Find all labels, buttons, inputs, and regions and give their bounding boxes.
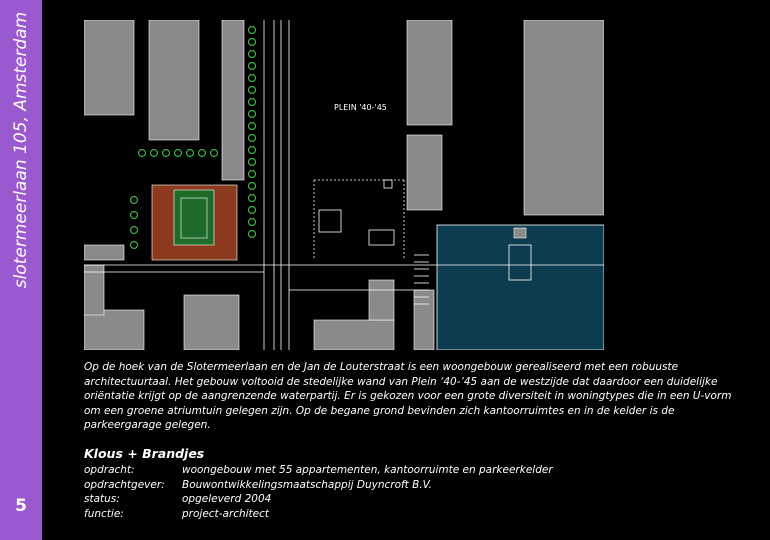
credit-value: opgeleverd 2004 — [182, 493, 272, 505]
site-plan-drawing — [84, 20, 604, 350]
building-block — [369, 280, 394, 320]
building-block — [84, 20, 134, 115]
credit-value: Bouwontwikkelingsmaatschappij Duyncroft B.V. — [182, 478, 432, 491]
project-title: slotermeerlaan 105, Amsterdam — [11, 11, 31, 289]
credit-label: status: — [84, 493, 120, 505]
firm-name: Klous + Brandjes — [84, 446, 205, 461]
building-block — [149, 20, 199, 140]
credit-label: opdracht: — [84, 464, 135, 476]
credit-value: woongebouw met 55 appartementen, kantoorruimte en parkeerkelder — [182, 464, 553, 476]
credit-label: opdrachtgever: — [84, 478, 165, 491]
building-block — [407, 20, 452, 125]
building-block — [84, 265, 104, 315]
courtyard-inner — [181, 198, 207, 238]
square-label: PLEIN '40-'45 — [334, 103, 387, 112]
credit-row — [84, 492, 704, 507]
building-block — [407, 135, 442, 210]
credit-row — [84, 478, 704, 493]
credits-list — [84, 463, 704, 521]
building-block — [314, 320, 394, 350]
building-block — [84, 245, 124, 260]
building-block — [184, 295, 239, 350]
sidebar — [0, 0, 42, 540]
quay-hatch — [414, 255, 429, 304]
building-block — [222, 20, 244, 180]
description-text: Op de hoek van de Slotermeerlaan en de Jan de Louterstraat is een woongebouw gerealiseerd met een robuuste architectuurtaal. Het gebouw voltooid de stedelijke wand van Plein ‘40-’45 aan de westzijde dat daardoor een duidelijke oriëntatie krijgt op de aangrenzende waterpartij. Er is gekozen voor een grote diversiteit in woningtypes die in een U-vorm om een groene atriumtuin gelegen zijn. Op de begane grond bevinden zich kantoorruimtes en in de kelder is de parkeergarage gelegen. — [84, 361, 732, 431]
description — [84, 360, 744, 433]
building-block — [414, 290, 434, 350]
credit-row — [84, 507, 704, 522]
credit-value: project-architect — [182, 507, 270, 520]
plein-feature — [369, 230, 394, 245]
credit-label: functie: — [84, 507, 124, 520]
page-number: 5 — [15, 496, 27, 516]
waterpartij — [437, 225, 604, 350]
plein-marker — [384, 180, 392, 188]
plein-feature — [319, 210, 341, 232]
building-block — [524, 20, 604, 215]
site-plan-map — [84, 20, 604, 350]
building-block — [84, 310, 144, 350]
jetty — [509, 245, 531, 280]
jetty-head — [514, 228, 526, 238]
credit-row — [84, 463, 704, 478]
